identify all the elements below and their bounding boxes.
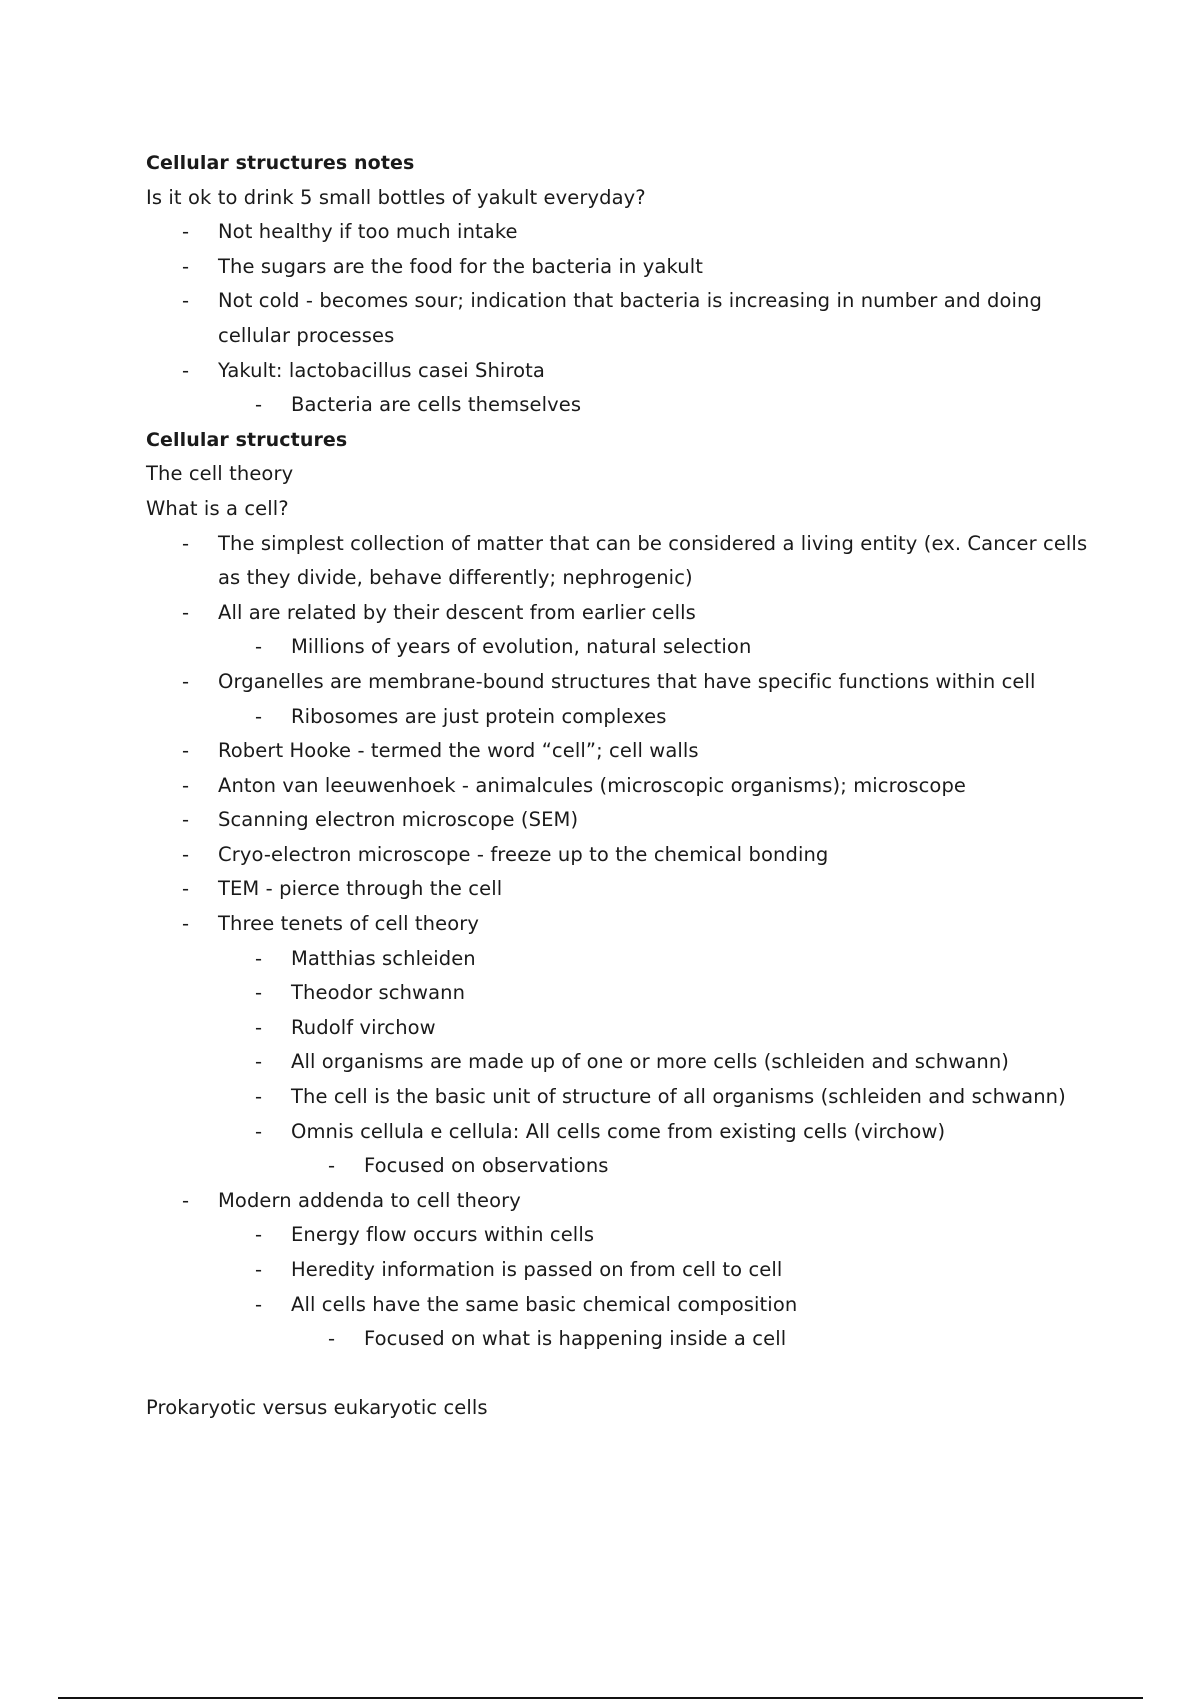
list-item: [146, 838, 1106, 873]
dash-bullet: -: [255, 1015, 263, 1039]
list-item-text: Bacteria are cells themselves: [291, 393, 582, 417]
dash-bullet: -: [182, 877, 190, 901]
list-item: [146, 1253, 1106, 1288]
list-item-text: All cells have the same basic chemical composition: [291, 1292, 798, 1316]
list-item: [146, 527, 1106, 596]
list-item-text: Modern addenda to cell theory: [218, 1188, 521, 1212]
dash-bullet: -: [255, 704, 263, 728]
list-item-text: Millions of years of evolution, natural selection: [291, 635, 752, 659]
list-item: [146, 215, 1106, 250]
dash-bullet: -: [255, 1119, 263, 1143]
list-item-text: Heredity information is passed on from cell to cell: [291, 1258, 783, 1281]
list-item-text: Yakult: lactobacillus casei Shirota: [218, 358, 545, 382]
list-item: [146, 769, 1106, 804]
list-item: [146, 284, 1106, 353]
list-item-text: The simplest collection of matter that can be considered a living entity (ex. Cancer cells as they divide, behave differently; nephrogenic): [218, 531, 1088, 590]
dash-bullet: -: [182, 739, 190, 763]
dash-bullet: -: [182, 842, 190, 866]
dash-bullet: -: [255, 946, 263, 970]
list-item-text: All are related by their descent from earlier cells: [218, 600, 696, 624]
list-item: [146, 1011, 1106, 1046]
dash-bullet: -: [182, 600, 190, 624]
question-line: Is it ok to drink 5 small bottles of yakult everyday?: [146, 185, 646, 209]
dash-bullet: -: [255, 635, 263, 659]
list-item-text: Robert Hooke - termed the word “cell”; cell walls: [218, 739, 699, 763]
section-heading: Cellular structures: [146, 428, 348, 451]
list-item: [146, 1184, 1106, 1219]
list-item: [146, 1149, 1106, 1184]
list-item-text: Focused on what is happening inside a cell: [364, 1327, 787, 1351]
list-item: [146, 1080, 1106, 1115]
list-item: [146, 1218, 1106, 1253]
list-item: [146, 734, 1106, 769]
list-item-text: All organisms are made up of one or more cells (schleiden and schwann): [291, 1050, 1009, 1074]
dash-bullet: -: [255, 1292, 263, 1316]
list-item: [146, 250, 1106, 285]
document-title: Cellular structures notes: [146, 152, 415, 174]
list-item: [146, 803, 1106, 838]
dash-bullet: -: [255, 1223, 263, 1247]
subheading-what-is-cell: What is a cell?: [146, 496, 289, 520]
list-item-text: TEM - pierce through the cell: [218, 877, 503, 901]
list-item-text: Scanning electron microscope (SEM): [218, 808, 579, 832]
list-item: [146, 1288, 1106, 1323]
list-item-text: Not cold - becomes sour; indication that bacteria is increasing in number and doing cellular processes: [218, 289, 1042, 347]
list-item: [146, 700, 1106, 735]
blank-line: [146, 1357, 1106, 1392]
dash-bullet: -: [182, 912, 190, 936]
list-item-text: The sugars are the food for the bacteria in yakult: [218, 254, 703, 278]
list-item: [146, 976, 1106, 1011]
dash-bullet: -: [182, 254, 190, 278]
list-item: [146, 596, 1106, 631]
list-item: [146, 1322, 1106, 1357]
dash-bullet: -: [182, 220, 190, 244]
dash-bullet: -: [182, 1188, 190, 1212]
list-item-text: Cryo-electron microscope - freeze up to the chemical bonding: [218, 842, 829, 866]
list-item-text: Not healthy if too much intake: [218, 220, 518, 244]
list-item: [146, 942, 1106, 977]
list-item-text: Organelles are membrane-bound structures that have specific functions within cell: [218, 669, 1036, 693]
dash-bullet: -: [255, 1085, 263, 1109]
list-item-text: Anton van leeuwenhoek - animalcules (microscopic organisms); microscope: [218, 773, 967, 797]
footer-heading: Prokaryotic versus eukaryotic cells: [146, 1396, 488, 1420]
dash-bullet: -: [182, 669, 190, 693]
dash-bullet: -: [255, 1050, 263, 1074]
dash-bullet: -: [328, 1327, 336, 1351]
list-item: [146, 630, 1106, 665]
list-item-text: Omnis cellula e cellula: All cells come from existing cells (virchow): [291, 1119, 946, 1143]
list-item: [146, 388, 1106, 423]
list-item: [146, 665, 1106, 700]
list-item-text: Theodor schwann: [291, 981, 466, 1005]
dash-bullet: -: [182, 808, 190, 832]
list-item-text: Rudolf virchow: [291, 1015, 436, 1039]
list-item-text: Ribosomes are just protein complexes: [291, 704, 667, 728]
dash-bullet: -: [328, 1154, 336, 1178]
dash-bullet: -: [255, 393, 263, 417]
dash-bullet: -: [182, 358, 190, 382]
bottom-rule: [58, 1697, 1143, 1699]
subheading-cell-theory: The cell theory: [146, 462, 294, 486]
list-item-text: Energy flow occurs within cells: [291, 1223, 595, 1247]
dash-bullet: -: [182, 773, 190, 797]
dash-bullet: -: [182, 289, 190, 313]
dash-bullet: -: [182, 531, 190, 555]
list-item: [146, 354, 1106, 389]
dash-bullet: -: [255, 981, 263, 1005]
list-item: [146, 1115, 1106, 1150]
list-item: [146, 872, 1106, 907]
dash-bullet: -: [255, 1258, 263, 1281]
list-item-text: Three tenets of cell theory: [218, 912, 479, 936]
list-item-text: Focused on observations: [364, 1154, 609, 1178]
list-item-text: The cell is the basic unit of structure of all organisms (schleiden and schwann): [291, 1085, 1066, 1109]
list-item: [146, 907, 1106, 942]
list-item: [146, 1045, 1106, 1080]
list-item-text: Matthias schleiden: [291, 946, 476, 970]
notes-document: [146, 146, 1106, 1426]
